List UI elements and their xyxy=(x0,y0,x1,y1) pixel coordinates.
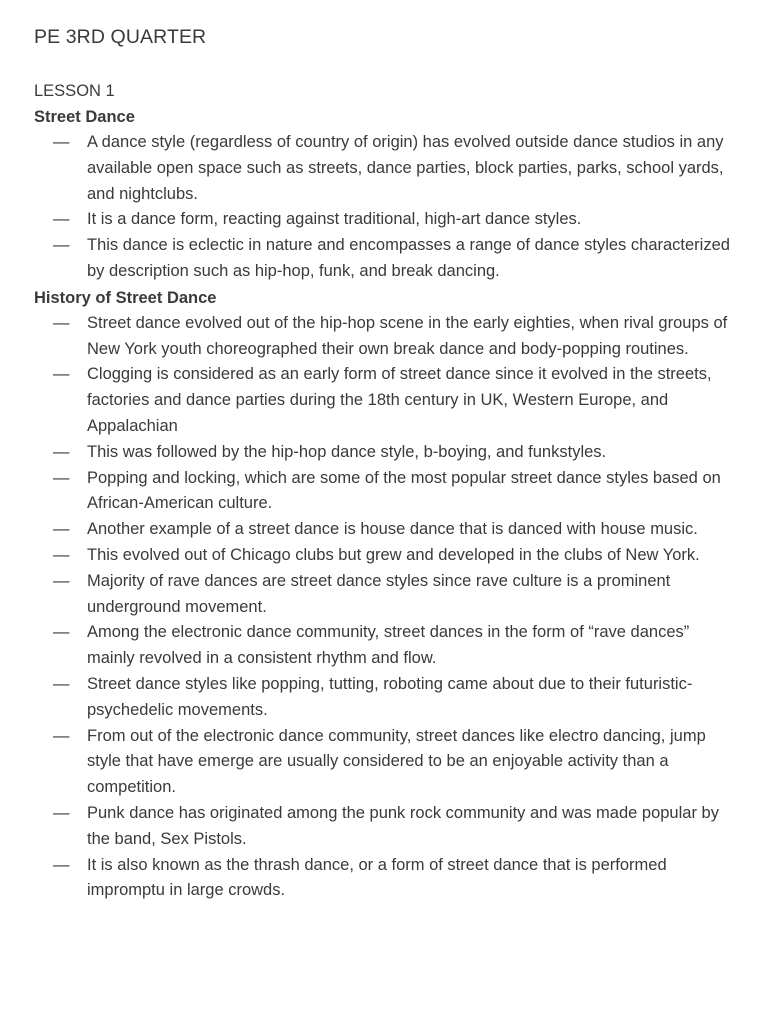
dash-bullet-icon: — xyxy=(53,442,70,461)
dash-bullet-icon: — xyxy=(53,365,70,384)
list-item[interactable] xyxy=(34,801,734,853)
dash-bullet-icon: — xyxy=(53,571,70,590)
dash-bullet-icon: — xyxy=(53,236,70,255)
dash-bullet-icon: — xyxy=(53,726,70,745)
list-item-text: From out of the electronic dance community, street dances like electro dancing, jump style that have emerge are usually considered to be an enjoyable activity than a competition. xyxy=(87,726,706,797)
note-title[interactable]: PE 3RD QUARTER xyxy=(34,26,207,48)
dash-bullet-icon: — xyxy=(53,520,70,539)
list-item[interactable] xyxy=(34,569,734,621)
list-item-text: Popping and locking, which are some of the most popular street dance styles based on African-American culture. xyxy=(87,468,721,513)
dash-bullet-icon: — xyxy=(53,855,70,874)
list-item-text: Another example of a street dance is house dance that is danced with house music. xyxy=(87,520,698,539)
list-item[interactable] xyxy=(34,853,734,905)
bullet-list-street-dance xyxy=(34,130,734,285)
list-item-text: This evolved out of Chicago clubs but grew and developed in the clubs of New York. xyxy=(87,545,700,564)
list-item[interactable] xyxy=(34,233,734,285)
lesson-label[interactable]: LESSON 1 xyxy=(34,82,115,100)
list-item[interactable] xyxy=(34,620,734,672)
list-item[interactable] xyxy=(34,207,734,233)
list-item-text: A dance style (regardless of country of origin) has evolved outside dance studios in any available open space such as streets, dance parties, block parties, parks, school yards, and nightclubs. xyxy=(87,133,724,203)
section-heading-street-dance[interactable]: Street Dance xyxy=(34,108,135,126)
dash-bullet-icon: — xyxy=(53,623,70,642)
list-item-text: Majority of rave dances are street dance styles since rave culture is a prominent underground movement. xyxy=(87,571,671,616)
list-item[interactable] xyxy=(34,440,734,466)
list-item-text: It is also known as the thrash dance, or a form of street dance that is performed impromptu in large crowds. xyxy=(87,855,667,900)
list-item[interactable] xyxy=(34,466,734,518)
list-item[interactable] xyxy=(34,724,734,801)
dash-bullet-icon: — xyxy=(53,803,70,822)
list-item[interactable] xyxy=(34,130,734,207)
dash-bullet-icon: — xyxy=(53,468,70,487)
bullet-list-history xyxy=(34,311,734,904)
dash-bullet-icon: — xyxy=(53,133,70,151)
dash-bullet-icon: — xyxy=(53,313,70,332)
list-item[interactable] xyxy=(34,543,734,569)
list-item-text: This dance is eclectic in nature and encompasses a range of dance styles characterized by description such as hip-hop, funk, and break dancing. xyxy=(87,236,730,280)
list-item[interactable] xyxy=(34,672,734,724)
list-item[interactable] xyxy=(34,517,734,543)
list-item-text: It is a dance form, reacting against traditional, high-art dance styles. xyxy=(87,210,582,229)
list-item[interactable] xyxy=(34,311,734,363)
list-item-text: Punk dance has originated among the punk rock community and was made popular by the band, Sex Pistols. xyxy=(87,803,719,848)
list-item-text: Clogging is considered as an early form of street dance since it evolved in the streets, factories and dance parties during the 18th century in UK, Western Europe, and Appalachian xyxy=(87,365,712,435)
list-item-text: Street dance evolved out of the hip-hop scene in the early eighties, when rival groups of New York youth choreographed their own break dance and body-popping routines. xyxy=(87,313,728,358)
dash-bullet-icon: — xyxy=(53,674,70,693)
list-item-text: This was followed by the hip-hop dance style, b-boying, and funkstyles. xyxy=(87,442,607,461)
section-heading-history[interactable]: History of Street Dance xyxy=(34,288,217,307)
dash-bullet-icon: — xyxy=(53,210,70,229)
dash-bullet-icon: — xyxy=(53,545,70,564)
list-item-text: Among the electronic dance community, street dances in the form of “rave dances” mainly revolved in a consistent rhythm and flow. xyxy=(87,623,690,668)
list-item[interactable] xyxy=(34,362,734,439)
list-item-text: Street dance styles like popping, tutting, roboting came about due to their futuristic-psychedelic movements. xyxy=(87,674,693,719)
